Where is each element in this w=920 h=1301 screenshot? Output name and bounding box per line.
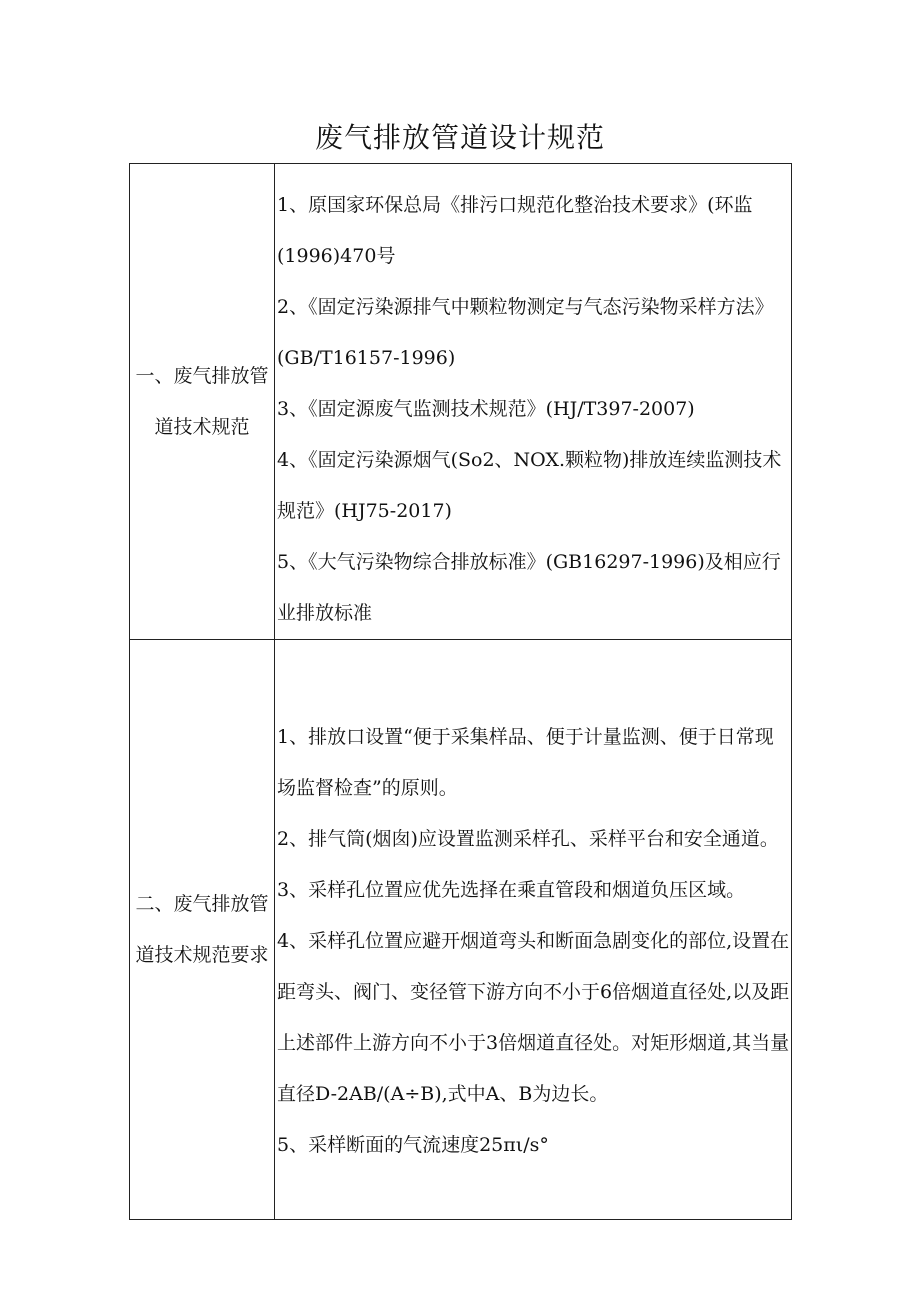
requirements-list — [275, 689, 791, 1171]
standards-list — [275, 164, 791, 639]
list-item: 3、《固定源废气监测技术规范》(HJ/T397-2007) — [277, 398, 695, 420]
category-cell — [130, 164, 275, 640]
spec-table — [129, 163, 792, 1220]
list-item: 1、排放口设置“便于采集样品、便于计量监测、便于日常现场监督检查”的原则。 — [277, 725, 774, 799]
content-cell — [275, 640, 792, 1220]
page-title: 废气排放管道设计规范 — [314, 121, 605, 154]
content-cell — [275, 164, 792, 640]
table-row — [130, 640, 792, 1220]
list-item: 4、采样孔位置应避开烟道弯头和断面急剧变化的部位,设置在距弯头、阀门、变径管下游方向不小于6倍烟道直径处,以及距上述部件上游方向不小于3倍烟道直径处。对矩形烟道,其当量直径D-2AB/(A÷B),式中A、B为边长。 — [277, 929, 790, 1105]
list-item: 3、采样孔位置应优先选择在乘直管段和烟道负压区域。 — [277, 878, 746, 901]
list-item: 5、《大气污染物综合排放标准》(GB16297-1996)及相应行业排放标准 — [277, 551, 781, 624]
list-item: 1、原国家环保总局《排污口规范化整治技术要求》(环监(1996)470号 — [277, 194, 753, 267]
category-label: 二、废气排放管道技术规范要求 — [135, 892, 269, 966]
list-item: 2、《固定污染源排气中颗粒物测定与气态污染物采样方法》(GB/T16157-1996) — [277, 296, 774, 369]
table-row — [130, 164, 792, 640]
category-label: 一、废气排放管道技术规范 — [135, 364, 269, 438]
list-item: 4、《固定污染源烟气(So2、NOX.颗粒物)排放连续监测技术规范》(HJ75-2017) — [277, 449, 782, 522]
category-cell — [130, 640, 275, 1220]
list-item: 5、采样断面的气流速度25πι/s° — [277, 1133, 549, 1156]
list-item: 2、排气筒(烟囱)应设置监测采样孔、采样平台和安全通道。 — [277, 827, 779, 850]
